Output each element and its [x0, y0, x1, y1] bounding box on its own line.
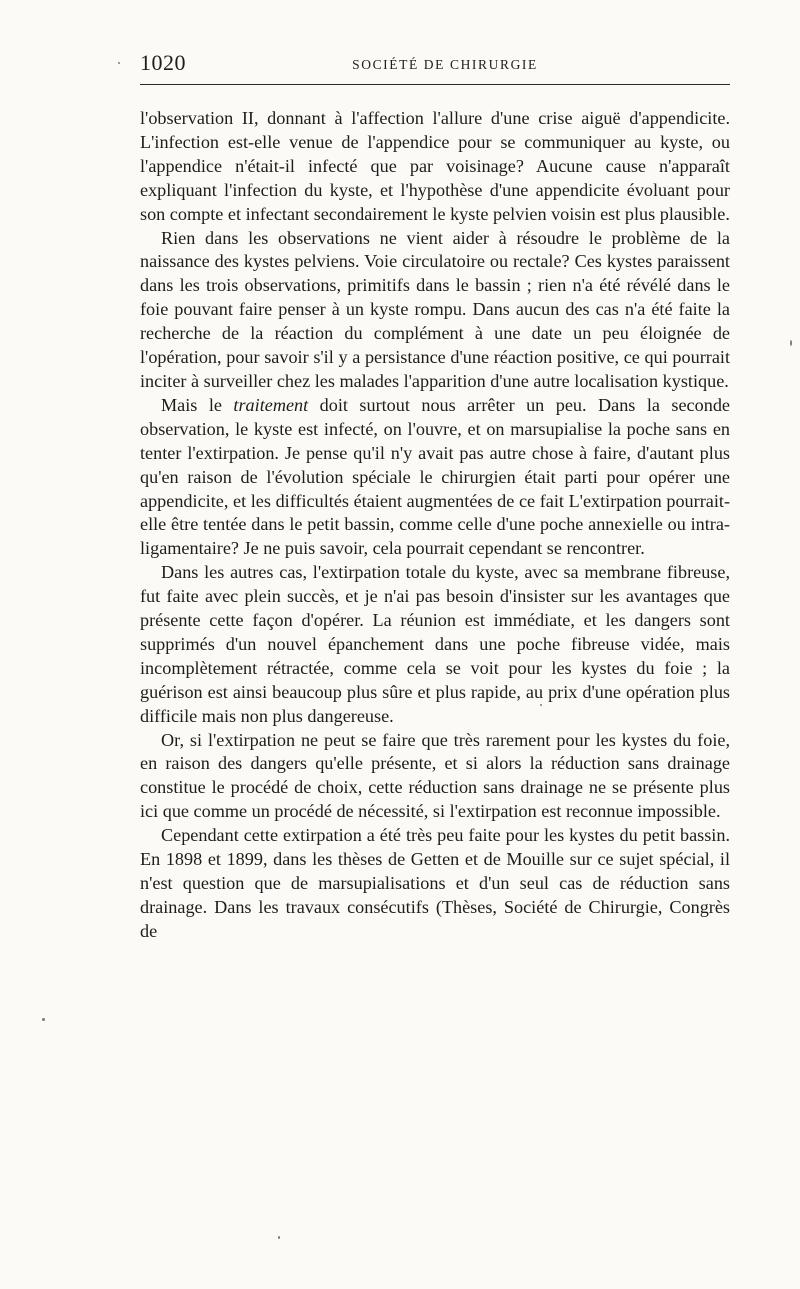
paper-speck [42, 1018, 45, 1021]
emphasis-traitement: traitement [233, 394, 309, 415]
paragraph-traitement-rest: doit surtout nous arrêter un peu. Dans la seconde observation, le kyste est infecté, on l'ouvre, et on marsupialise la poche sans en tenter l'extirpation. Je pense qu'il n'y avait pas autre chose à faire, d'autant plus qu'en raison de l'évolution spéciale le chirurgien était parti pour opérer une appendicite, et les difficultés étaient augmentées de ce fait L'extirpation pourrait-elle être tentée dans le petit bassin, comme celle d'une poche annexielle ou intra-ligamentaire? Je ne puis savoir, cela pourrait cependant se rencontrer. [140, 394, 730, 559]
paragraph-kystes-du-foie: Or, si l'extirpation ne peut se faire que très rarement pour les kystes du foie, en raison des dangers qu'elle présente, et si alors la réduction sans drainage constitue le procédé de choix, cette réduction sans drainage ne se présente plus ici que comme un procédé de nécessité, si l'extirpation est reconnue impossible. [140, 729, 730, 822]
running-title: SOCIÉTÉ DE CHIRURGIE [352, 57, 538, 72]
paragraph-traitement-lead: Mais le [161, 394, 234, 415]
paper-speck [790, 340, 792, 346]
paragraph-traitement [140, 394, 730, 561]
running-head [140, 50, 730, 86]
page-number: 1020 [140, 50, 186, 75]
paper-speck [118, 62, 120, 64]
paragraph-naissance-des-kystes: Rien dans les observations ne vient aider à résoudre le problème de la naissance des kystes pelviens. Voie circulatoire ou rectale? Ces kystes paraissent dans les trois observations, primitifs dans le bassin ; rien n'a été révélé dans le foie pouvant faire penser à un kyste rompu. Dans aucun des cas n'a été faite la recherche de la réaction du complément à une date un peu éloignée de l'opération, pour savoir s'il y a persistance d'une réaction positive, ce qui pourrait inciter à surveiller chez les malades l'apparition d'une autre localisation kystique. [140, 227, 730, 391]
header-rule [140, 84, 730, 85]
paragraph-petit-bassin: Cependant cette extirpation a été très peu faite pour les kystes du petit bassin. En 1898 et 1899, dans les thèses de Getten et de Mouille sur ce sujet spécial, il n'est question que de marsupialisations et d'un seul cas de réduction sans drainage. Dans les travaux consécutifs (Thèses, Société de Chirurgie, Congrès de [140, 825, 730, 941]
paragraph-continuation: l'observation II, donnant à l'affection l'allure d'une crise aiguë d'appendicite. L'infection est-elle venue de l'appendice pour se communiquer au kyste, ou l'appendice n'était-il infecté que par voisinage? Aucune cause n'apparaît expliquant l'infection du kyste, et l'hypothèse d'une appendicite évoluant pour son compte et infectant secondairement le kyste pelvien voisin est plus plausible. [140, 108, 730, 224]
paper-speck [540, 704, 542, 706]
body-text [140, 107, 730, 944]
paper-speck [278, 1236, 280, 1239]
paragraph-extirpation-totale: Dans les autres cas, l'extirpation totale du kyste, avec sa membrane fibreuse, fut faite avec plein succès, et je n'ai pas besoin d'insister sur les avantages que présente cette façon d'opérer. La réunion est immédiate, et les dangers sont supprimés d'un nouvel épanchement dans une poche fibreuse vidée, mais incomplètement rétractée, comme cela se voit pour les kystes du foie ; la guérison est ainsi beaucoup plus sûre et plus rapide, au prix d'une opération plus difficile mais non plus dangereuse. [140, 562, 730, 726]
